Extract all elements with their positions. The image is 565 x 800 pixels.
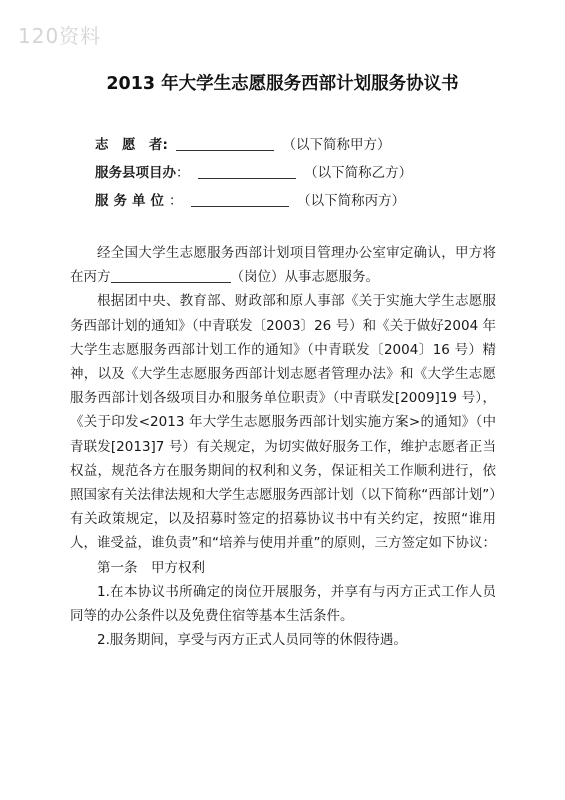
party-county-office-label: 服务县项目办 [95,165,176,181]
intro-paragraph [70,241,496,289]
party-county-office-blank[interactable] [198,164,296,179]
party-volunteer-label: 志 愿 者: [95,137,168,153]
party-volunteer-note: （以下简称甲方） [282,137,391,153]
article-one-heading: 第一条 甲方权利 [97,559,205,576]
clause-1: 1.在本协议书所确定的岗位开展服务，并享有与丙方正式工作人员同等的办公条件以及免费住宿等基本生活条件。 [70,583,496,625]
intro-text-end: （岗位）从事志愿服务。 [230,269,379,286]
party-service-unit-sep: ： [169,193,183,209]
watermark-logo: 120资料 [18,24,102,48]
party-volunteer-blank[interactable] [176,136,274,151]
party-county-office-sep: ： [176,165,190,181]
party-service-unit-label: 服务单位 [95,193,169,209]
clause-2: 2.服务期间，享受与丙方正式人员同等的休假待遇。 [97,632,407,649]
party-county-office [95,159,535,187]
document-title: 2013 年大学生志愿服务西部计划服务协议书 [106,74,459,94]
intro-position-blank[interactable] [111,268,231,283]
party-service-unit-note: （以下简称丙方） [297,193,406,209]
party-volunteer [95,131,535,159]
agreement-body [70,241,496,652]
party-service-unit-blank[interactable] [191,192,289,207]
intro-text-start: 经全国大学生志愿服务西部计划项目管理办公室审定确认，甲方将在丙方 [70,245,496,286]
party-service-unit [95,187,535,215]
party-block [95,131,535,215]
basis-paragraph: 根据团中央、教育部、财政部和原人事部《关于实施大学生志愿服务西部计划的通知》（中青联发〔2003〕26 号）和《关于做好2004 年大学生志愿服务西部计划工作的通知》（中青联发〔2004〕16 号）精神，以及《大学生志愿服务西部计划志愿者管理办法》和《大学生志愿服务西部计划各级项目办和服务单位职责》（中青联发[2009]19 号），《关于印发<2013 年大学生志愿服务西部计划实施方案>的通知》（中青联发[2013]7 号）有关规定，为切实做好服务工作，维护志愿者正当权益，规范各方在服务期间的权利和义务，保证相关工作顺利进行，依照国家有关法律法规和大学生志愿服务西部计划（以下简称“西部计划”）有关政策规定，以及招募时签定的招募协议书中有关约定，按照“谁用人，谁受益，谁负责”和“培养与使用并重”的原则，三方签定如下协议： [70,293,496,552]
party-county-office-note: （以下简称乙方） [304,165,413,181]
